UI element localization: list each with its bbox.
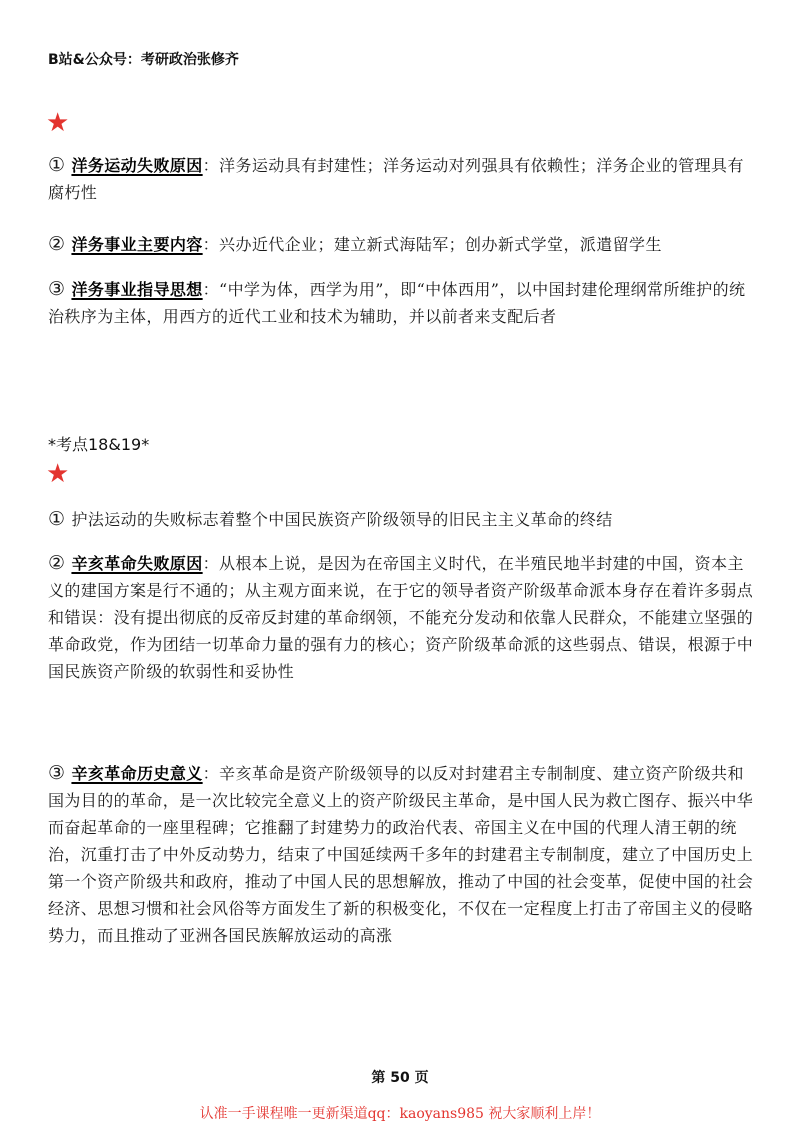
- item-title: 洋务运动失败原因: [71, 156, 203, 175]
- item-text: 辛亥革命是资产阶级领导的以反对封建君主专制制度、建立资产阶级共和国为目的的革命，是一次比较完全意义上的资产阶级民主革命，是中国人民为救亡图存、振兴中华而奋起革命的一座里程碑；它推翻了封建势力的政治代表、帝国主义在中国的代理人清王朝的统治，沉重打击了中外反动势力，结束了中国延续两千多年的封建君主专制制度，建立了中国历史上第一个资产阶级共和政府，推动了中国人民的思想解放，推动了中国的社会变革，促使中国的社会经济、思想习惯和社会风俗等方面发生了新的积极变化，不仅在一定程度上打击了帝国主义的侵略势力，而且推动了亚洲各国民族解放运动的高涨: [48, 764, 754, 945]
- item-colon: ：: [202, 764, 220, 783]
- item-text: 从根本上说，是因为在帝国主义时代，在半殖民地半封建的中国，资本主义的建国方案是行不通的；从主观方面来说，在于它的领导者资产阶级革命派本身存在着许多弱点和错误：没有提出彻底的反帝反封建的革命纲领，不能充分发动和依靠人民群众，不能建立坚强的革命政党，作为团结一切革命力量的强有力的核心；资产阶级革命派的这些弱点、错误，根源于中国民族资产阶级的软弱性和妥协性: [48, 554, 754, 681]
- list-item: [48, 506, 760, 533]
- list-item: [48, 760, 760, 949]
- item-colon: ：: [202, 156, 220, 175]
- item-title: 洋务事业指导思想: [71, 280, 203, 299]
- item-text: 洋务运动具有封建性；洋务运动对列强具有依赖性；洋务企业的管理具有腐朽性: [48, 156, 744, 202]
- star-icon: ★: [46, 108, 70, 138]
- page-number: 第 50 页: [371, 1070, 429, 1086]
- item-title: 洋务事业主要内容: [71, 235, 203, 254]
- list-item: [48, 276, 760, 330]
- item-colon: ：: [202, 235, 220, 254]
- item-number: ①: [48, 154, 66, 176]
- item-number: ①: [48, 508, 66, 530]
- star-icon: ★: [46, 459, 70, 489]
- list-item: [48, 550, 760, 685]
- item-colon: ：: [202, 280, 220, 299]
- item-text: 兴办近代企业；建立新式海陆军；创办新式学堂，派遣留学生: [219, 235, 662, 254]
- section-tag: *考点18&19*: [48, 435, 150, 454]
- item-number: ②: [48, 552, 66, 574]
- item-title: 辛亥革命失败原因: [71, 554, 203, 573]
- item-number: ③: [48, 278, 66, 300]
- list-item: [48, 231, 760, 258]
- item-text: “中学为体，西学为用”，即“中体西用”，以中国封建伦理纲常所维护的统治秩序为主体，用西方的近代工业和技术为辅助，并以前者来支配后者: [48, 280, 746, 326]
- item-title: 辛亥革命历史意义: [71, 764, 203, 783]
- item-number: ②: [48, 233, 66, 255]
- list-item: [48, 152, 760, 206]
- page-header: B站&公众号：考研政治张修齐: [48, 52, 239, 68]
- item-colon: ：: [202, 554, 220, 573]
- item-text: 护法运动的失败标志着整个中国民族资产阶级领导的旧民主主义革命的终结: [71, 510, 613, 529]
- footer-note: 认准一手课程唯一更新渠道qq：kaoyans985 祝大家顺利上岸！: [199, 1106, 601, 1122]
- item-number: ③: [48, 762, 66, 784]
